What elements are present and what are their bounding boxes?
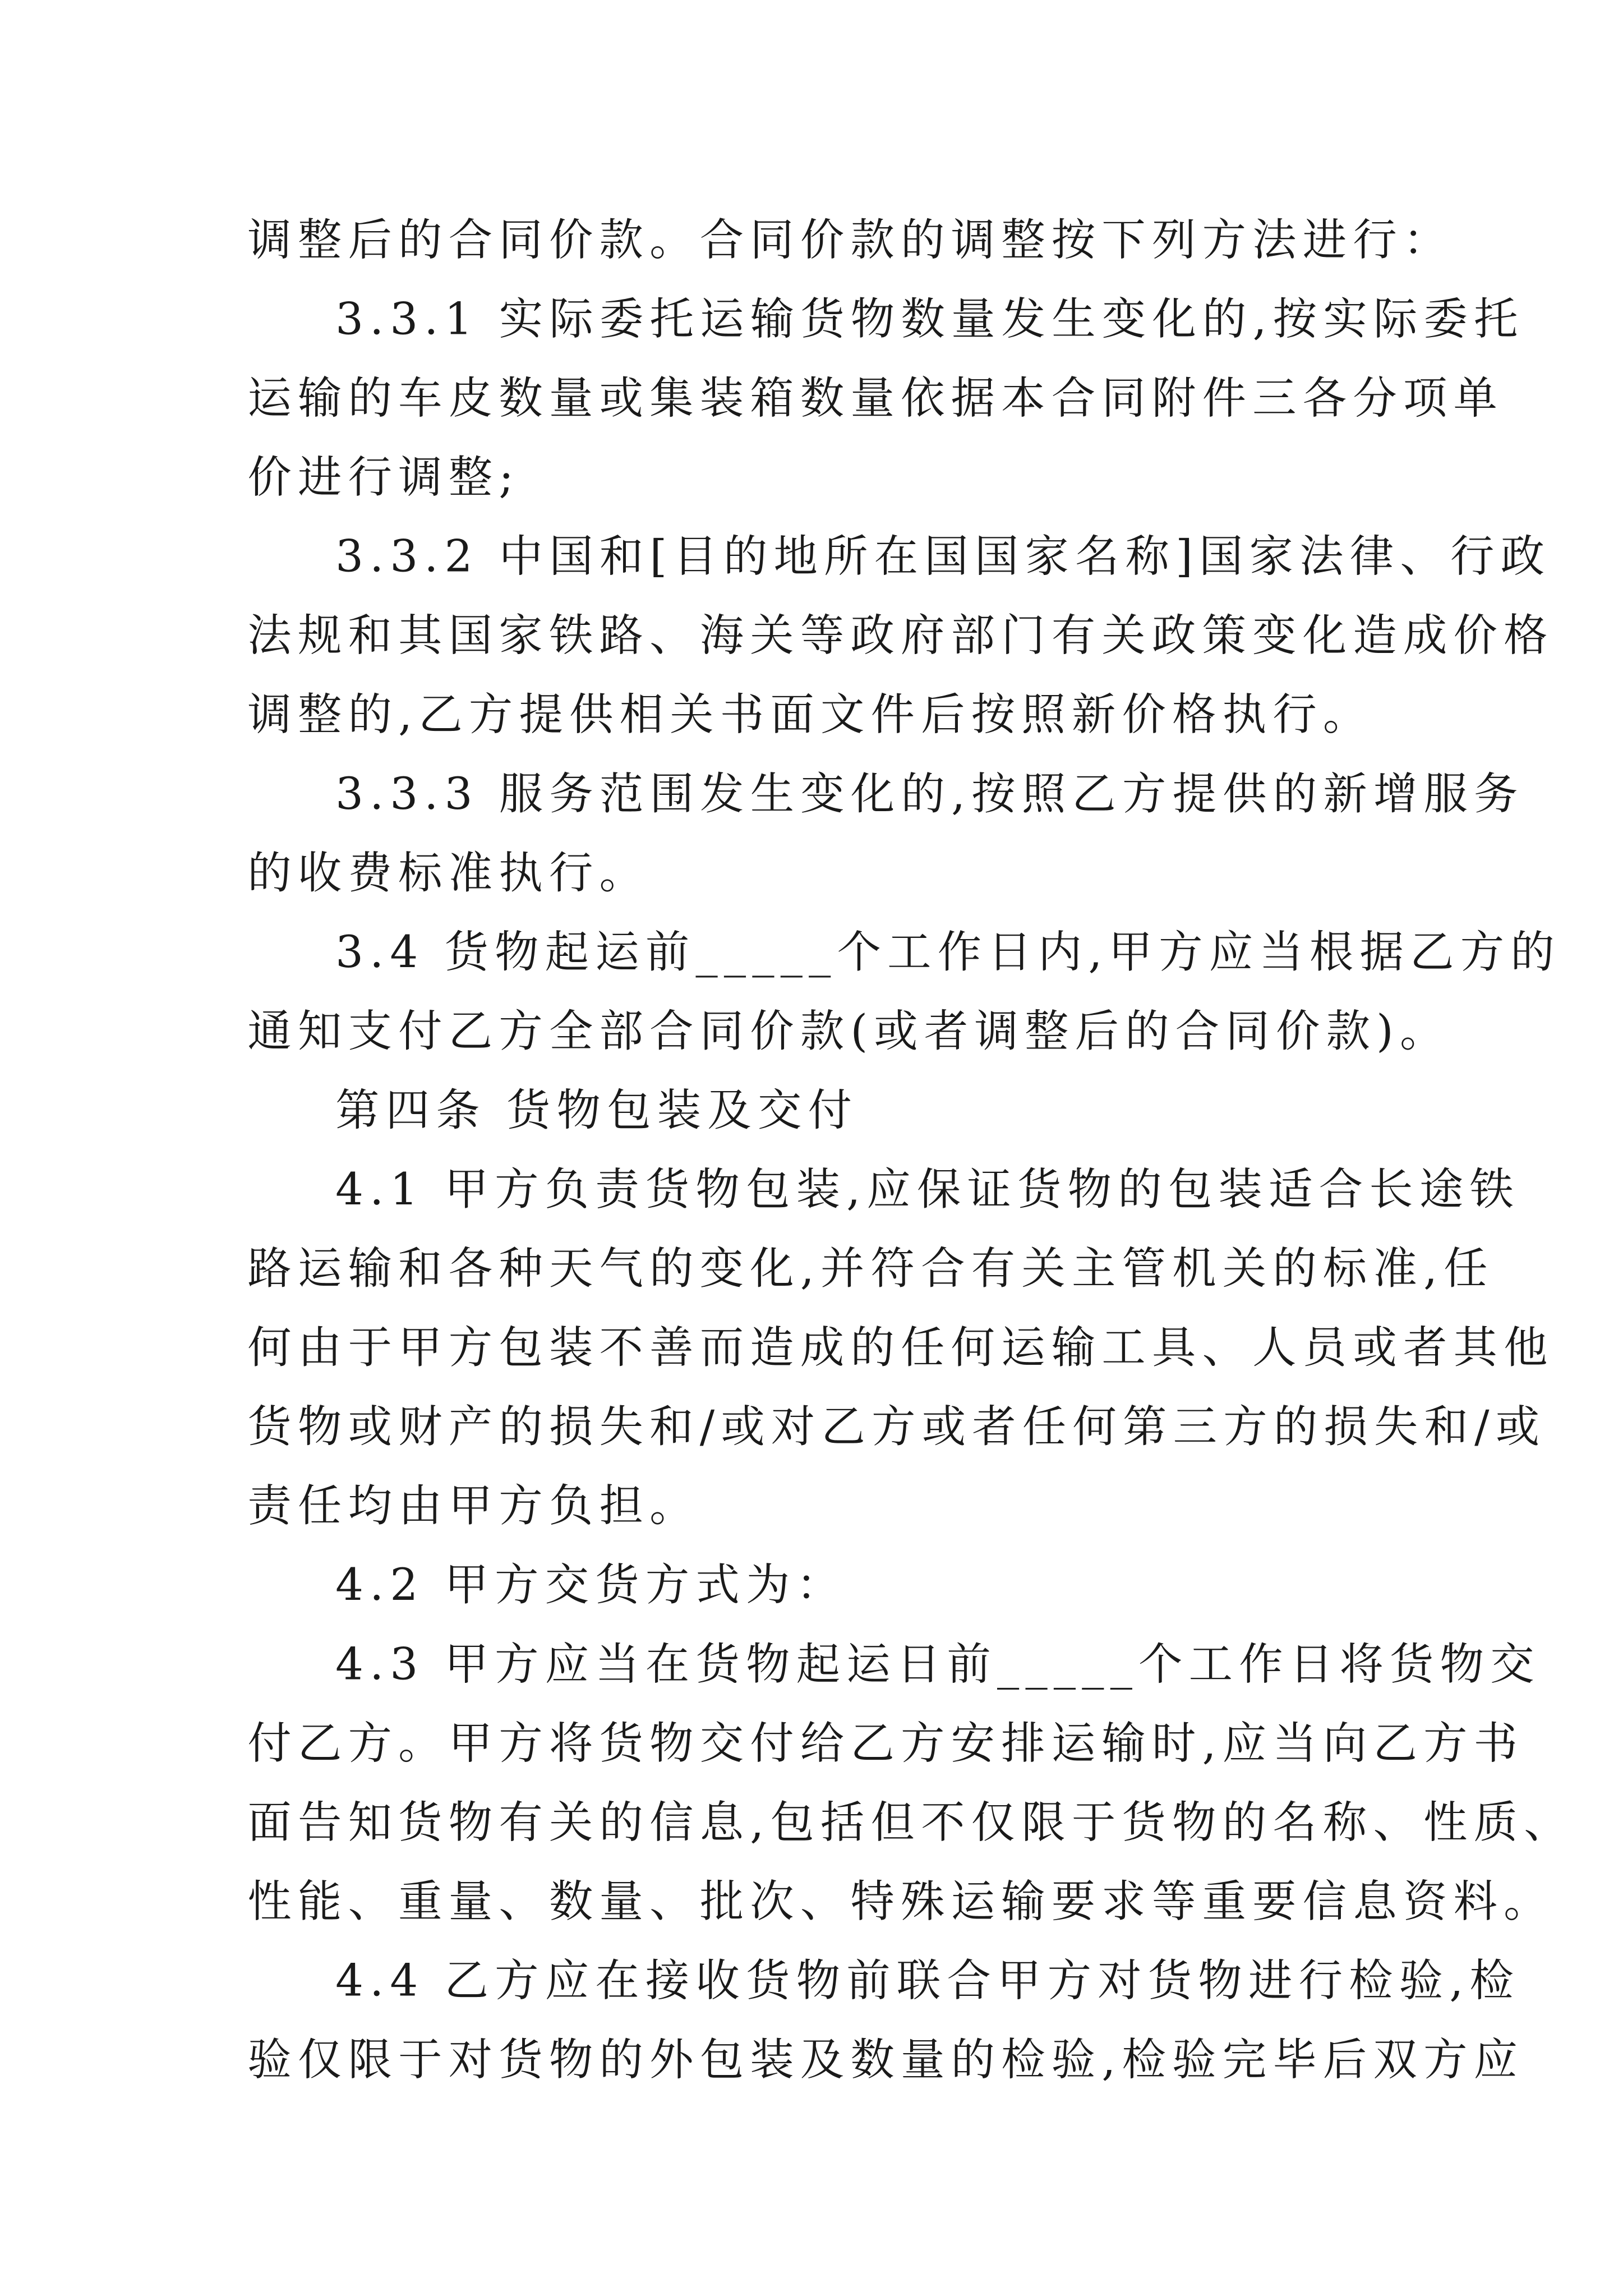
text-line: 调整的,乙方提供相关书面文件后按照新价格执行。 (247, 690, 1373, 742)
text-line: 货物或财产的损失和/或对乙方或者任何第三方的损失和/或 (247, 1402, 1546, 1454)
text-line: 面告知货物有关的信息,包括但不仅限于货物的名称、性质、 (247, 1797, 1574, 1849)
text-line: 责任均由甲方负担。 (247, 1481, 700, 1533)
text-line: 4.2 甲方交货方式为： (335, 1560, 847, 1612)
text-line: 4.3 甲方应当在货物起运日前_____个工作日将货物交 (335, 1639, 1541, 1691)
text-line: 4.4 乙方应在接收货物前联合甲方对货物进行检验,检 (335, 1955, 1520, 2008)
text-line: 运输的车皮数量或集装箱数量依据本合同附件三各分项单 (247, 374, 1504, 425)
text-line: 调整后的合同价款。合同价款的调整按下列方法进行： (247, 215, 1454, 267)
text-line: 法规和其国家铁路、海关等政府部门有关政策变化造成价格 (247, 611, 1554, 662)
text-line: 的收费标准执行。 (247, 848, 650, 900)
text-line: 4.1 甲方负责货物包装,应保证货物的包装适合长途铁 (335, 1165, 1520, 1216)
text-line: 验仅限于对货物的外包装及数量的检验,检验完毕后双方应 (247, 2035, 1524, 2087)
text-line: 3.3.1 实际委托运输货物数量发生变化的,按实际委托 (335, 294, 1524, 346)
text-line: 路运输和各种天气的变化,并符合有关主管机关的标准,任 (247, 1244, 1494, 1295)
text-line: 3.3.3 服务范围发生变化的,按照乙方提供的新增服务 (335, 769, 1524, 821)
section-heading: 第四条 货物包装及交付 (335, 1085, 859, 1137)
text-line: 3.3.2 中国和[目的地所在国国家名称]国家法律、行政 (335, 532, 1551, 583)
text-line: 通知支付乙方全部合同价款(或者调整后的合同价款)。 (247, 1006, 1450, 1058)
text-line: 性能、重量、数量、批次、特殊运输要求等重要信息资料。 (247, 1876, 1554, 1929)
text-line: 付乙方。甲方将货物交付给乙方安排运输时,应当向乙方书 (247, 1718, 1524, 1770)
text-line: 何由于甲方包装不善而造成的任何运输工具、人员或者其他 (247, 1323, 1554, 1374)
text-line: 价进行调整; (247, 453, 520, 504)
text-line: 3.4 货物起运前_____个工作日内,甲方应当根据乙方的 (335, 927, 1561, 979)
